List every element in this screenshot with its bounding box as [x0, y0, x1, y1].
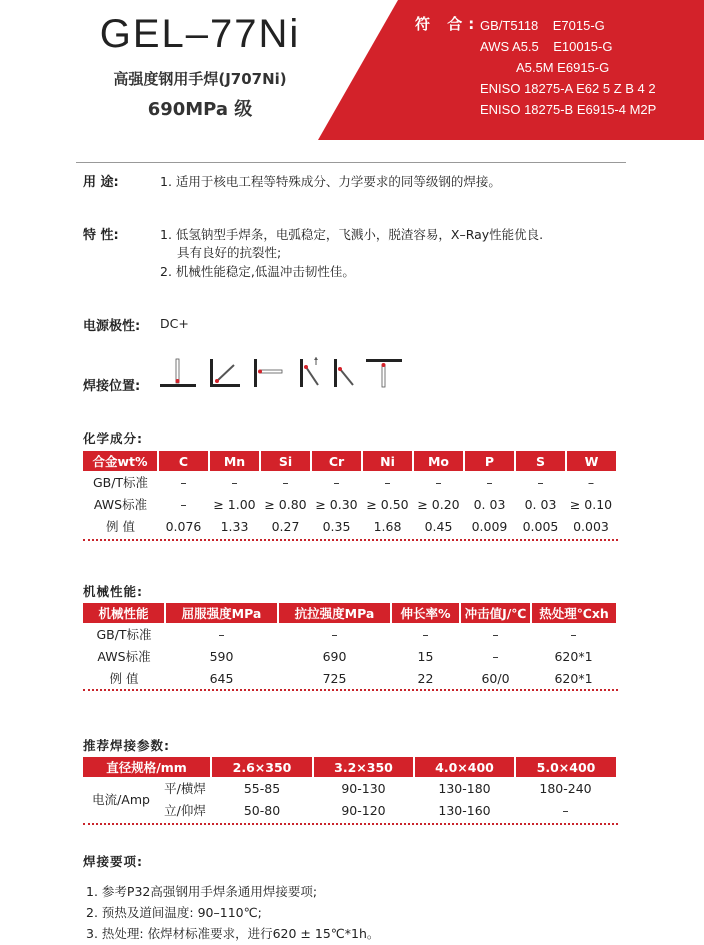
- table-cell: 620*1: [554, 670, 593, 686]
- chem-heading: 化学成分:: [83, 431, 143, 446]
- overhead-position-icon: [366, 359, 402, 387]
- table-row: [83, 493, 616, 515]
- table-cell: –: [435, 474, 442, 490]
- note-item: 2. 预热及道间温度: 90–110℃;: [86, 905, 262, 920]
- feature-line: 具有良好的抗裂性;: [177, 245, 282, 260]
- table-row: [83, 777, 616, 799]
- header: [0, 0, 704, 140]
- chem-header-cell: Cr: [311, 451, 362, 471]
- divider: [76, 162, 626, 163]
- table-cell: –: [562, 802, 569, 818]
- features-label: 特 性:: [83, 228, 119, 243]
- usage-text: 1. 适用于核电工程等特殊成分、力学要求的同等级钢的焊接。: [160, 174, 501, 189]
- table-cell: –: [537, 474, 544, 490]
- flat-position-icon: [160, 359, 196, 387]
- table-cell: ≥ 0.30: [315, 496, 358, 512]
- table-row: [83, 515, 616, 537]
- chem-table: [83, 451, 616, 537]
- table-cell: 130-180: [438, 780, 491, 796]
- table-cell: 690: [322, 648, 347, 664]
- table-cell: AWS标准: [93, 497, 148, 512]
- table-cell: –: [282, 474, 289, 490]
- table-cell: 55-85: [243, 780, 281, 796]
- table-cell: 90-130: [341, 780, 386, 796]
- mech-header-cell: 伸长率%: [391, 603, 460, 623]
- table-cell: 0.009: [471, 518, 508, 534]
- dotted-divider: [83, 539, 618, 541]
- table-cell: 例 值: [109, 671, 139, 686]
- vertical-down-icon: [334, 359, 353, 387]
- positions-label: 焊接位置:: [83, 379, 141, 394]
- product-subtitle: 高强度钢用手焊(J707Ni): [113, 70, 287, 88]
- params-header-cell: 5.0×400: [515, 757, 616, 777]
- table-cell: –: [231, 474, 238, 490]
- notes-heading: 焊接要项:: [83, 854, 143, 869]
- chem-header-row: [83, 451, 616, 471]
- mech-header-cell: 热处理℃xh: [531, 603, 616, 623]
- horizontal-fillet-icon: [210, 359, 240, 387]
- table-cell: 0.005: [522, 518, 559, 534]
- params-header-cell: 直径规格/mm: [83, 757, 211, 777]
- table-cell: 0. 03: [473, 496, 506, 512]
- table-cell: –: [384, 474, 391, 490]
- strength-grade: 690MPa 级: [147, 99, 253, 120]
- params-header-row: [83, 757, 616, 777]
- note-item: 1. 参考P32高强钢用手焊条通用焊接要项;: [86, 884, 318, 899]
- table-cell: 50-80: [243, 802, 281, 818]
- table-cell: 立/仰焊: [164, 803, 206, 818]
- table-cell: ≥ 1.00: [213, 496, 256, 512]
- table-cell: 590: [209, 648, 234, 664]
- table-row: [83, 471, 616, 493]
- horizontal-position-icon: [254, 359, 282, 387]
- table-cell: –: [180, 474, 187, 490]
- current-label: 电流/Amp: [92, 792, 150, 807]
- table-cell: –: [218, 626, 225, 642]
- mech-header-cell: 冲击值J/℃: [460, 603, 531, 623]
- power-label: 电源极性:: [83, 319, 141, 334]
- table-cell: 0.003: [573, 518, 609, 534]
- chem-header-cell: Mn: [209, 451, 260, 471]
- table-cell: 1.33: [220, 518, 249, 534]
- table-row: [83, 799, 616, 821]
- table-cell: –: [492, 648, 499, 664]
- table-cell: ≥ 0.50: [366, 496, 409, 512]
- table-cell: AWS标准: [97, 649, 151, 664]
- chem-header-cell: Si: [260, 451, 311, 471]
- table-cell: GB/T标准: [92, 475, 149, 490]
- table-cell: 130-160: [438, 802, 491, 818]
- table-cell: 0.27: [271, 518, 300, 534]
- params-header-cell: 4.0×400: [414, 757, 515, 777]
- table-cell: –: [422, 626, 429, 642]
- chem-header-cell: W: [566, 451, 616, 471]
- table-cell: 725: [322, 670, 347, 686]
- table-cell: 90-120: [341, 802, 386, 818]
- table-cell: 180-240: [539, 780, 592, 796]
- table-cell: 0.45: [424, 518, 453, 534]
- table-cell: ≥ 0.10: [569, 496, 613, 512]
- feature-line: 2. 机械性能稳定,低温冲击韧性佳。: [160, 264, 355, 279]
- vertical-up-icon: [300, 357, 318, 387]
- dotted-divider: [83, 823, 618, 825]
- feature-line: 1. 低氢钠型手焊条，电弧稳定，飞溅小，脱渣容易，X–Ray性能优良.: [160, 227, 544, 242]
- table-row: [83, 667, 616, 689]
- table-cell: 0.35: [322, 518, 351, 534]
- mech-heading: 机械性能:: [83, 584, 143, 599]
- params-table: [83, 757, 616, 821]
- table-cell: –: [492, 626, 499, 642]
- table-cell: ≥ 0.80: [264, 496, 307, 512]
- product-title: GEL–77Ni: [99, 12, 301, 56]
- dotted-divider: [83, 689, 618, 691]
- params-header-cell: 2.6×350: [211, 757, 313, 777]
- chem-header-cell: Ni: [362, 451, 413, 471]
- table-cell: –: [333, 474, 340, 490]
- standard-line: GB/T5118 E7015-G: [480, 18, 605, 33]
- mech-header-cell: 抗拉强度MPa: [278, 603, 391, 623]
- power-value: DC+: [160, 316, 189, 331]
- welding-positions-icons: [160, 357, 410, 393]
- mech-header-row: [83, 603, 616, 623]
- table-cell: –: [331, 626, 338, 642]
- table-cell: 15: [417, 648, 434, 664]
- table-cell: 620*1: [554, 648, 593, 664]
- mech-header-cell: 屈服强度MPa: [165, 603, 278, 623]
- chem-header-cell: S: [515, 451, 566, 471]
- table-cell: GB/T标准: [96, 627, 152, 642]
- table-cell: 0.076: [165, 518, 202, 534]
- table-cell: –: [587, 474, 595, 490]
- standard-line: ENISO 18275-B E6915-4 M2P: [480, 102, 657, 117]
- standard-line: ENISO 18275-A E62 5 Z B 4 2: [480, 81, 656, 96]
- mech-table: [83, 603, 616, 689]
- chem-header-cell: Mo: [413, 451, 464, 471]
- table-cell: –: [180, 496, 187, 512]
- chem-header-cell: 合金wt%: [83, 451, 158, 471]
- standard-label: 符 合:: [415, 15, 481, 33]
- table-cell: –: [486, 474, 493, 490]
- standard-line: AWS A5.5 E10015-G: [480, 39, 613, 54]
- chem-header-cell: P: [464, 451, 515, 471]
- table-row: [83, 623, 616, 645]
- note-item: 3. 热处理: 依焊材标准要求，进行620 ± 15℃*1h。: [86, 926, 380, 941]
- table-cell: 22: [417, 670, 434, 686]
- table-cell: ≥ 0.20: [417, 496, 460, 512]
- table-row: [83, 645, 616, 667]
- mech-header-cell: 机械性能: [83, 603, 165, 623]
- table-cell: 例 值: [106, 519, 135, 534]
- table-cell: 平/横焊: [164, 781, 206, 796]
- table-cell: 1.68: [373, 518, 402, 534]
- usage-label: 用 途:: [83, 175, 119, 190]
- chem-header-cell: C: [158, 451, 209, 471]
- table-cell: 60/0: [481, 670, 510, 686]
- table-cell: 0. 03: [524, 496, 557, 512]
- params-header-cell: 3.2×350: [313, 757, 414, 777]
- table-cell: –: [570, 626, 577, 642]
- standard-line: A5.5M E6915-G: [516, 60, 610, 75]
- params-heading: 推荐焊接参数:: [83, 738, 170, 753]
- table-cell: 645: [209, 670, 234, 686]
